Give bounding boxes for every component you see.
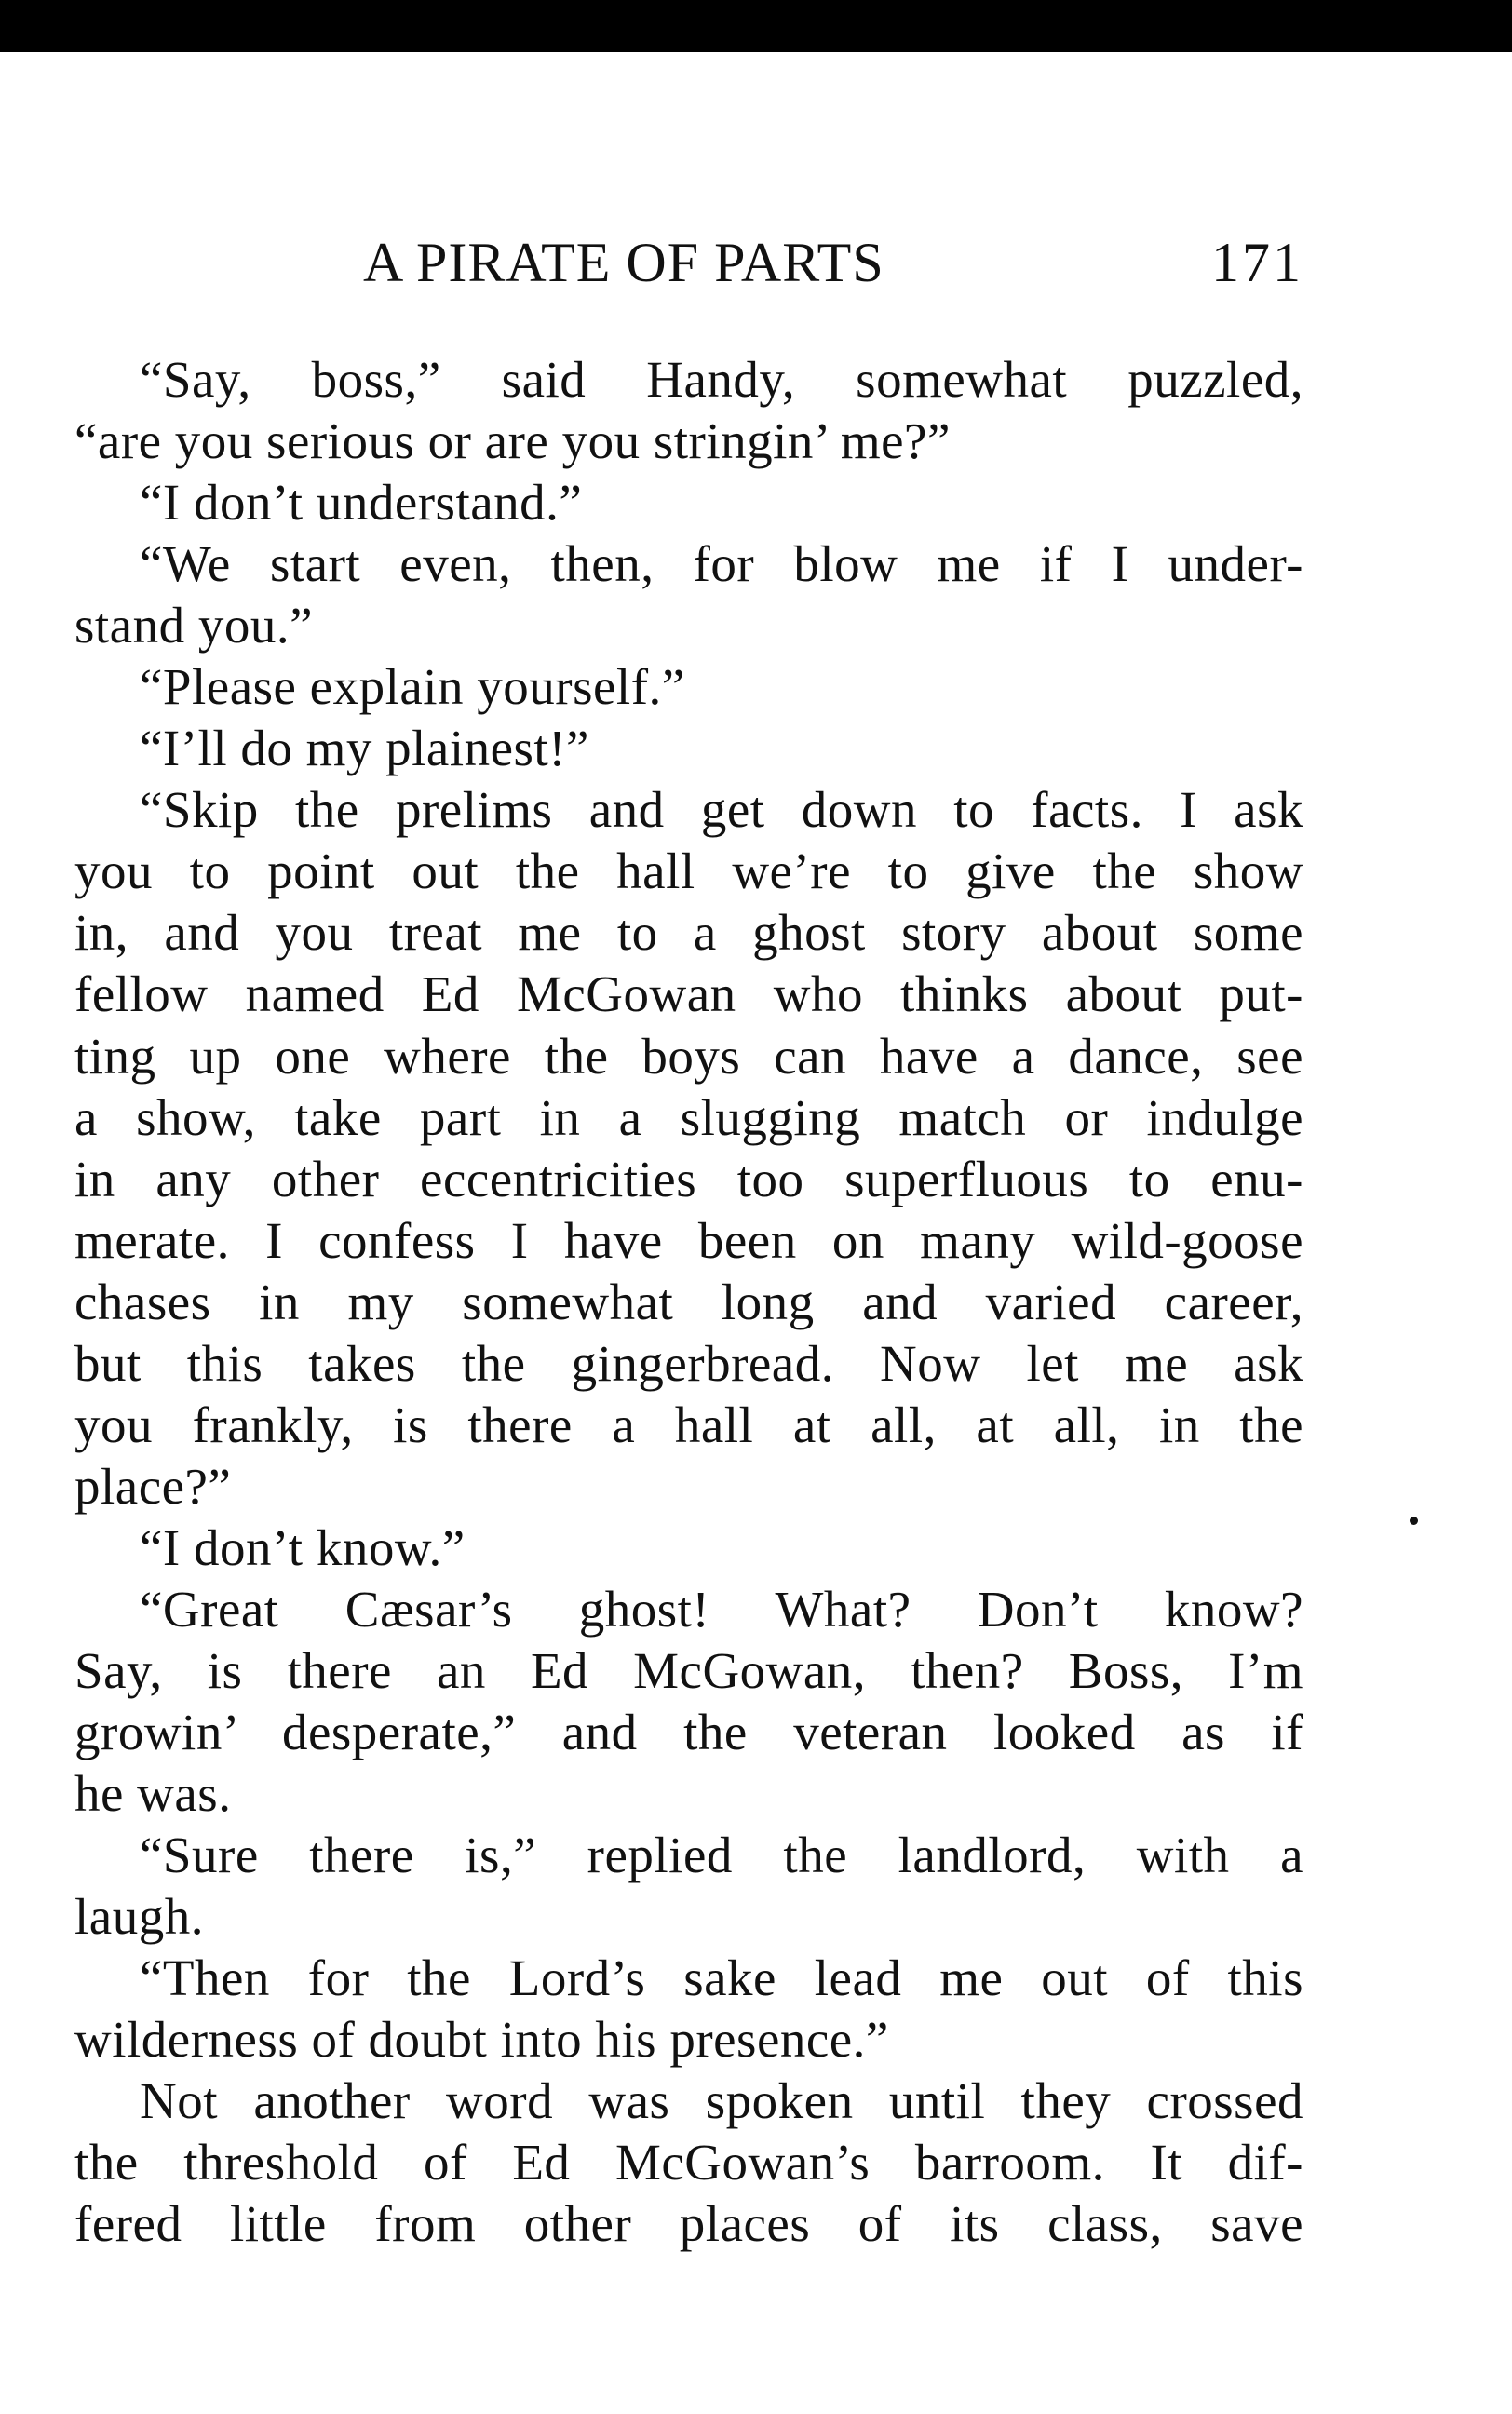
text-line: “are you serious or are you stringin’ me?” — [74, 412, 951, 470]
text-line: merate. I confess I have been on many wild-goose — [74, 1211, 1303, 1269]
text-line: chases in my somewhat long and varied career, — [74, 1273, 1303, 1330]
text-line: laugh. — [74, 1888, 204, 1946]
running-title: A PIRATE OF PARTS — [363, 232, 884, 293]
text-line: “Sure there is,” replied the landlord, with a — [140, 1827, 1303, 1884]
text-line: fellow named Ed McGowan who thinks about put- — [74, 965, 1303, 1023]
text-line: the threshold of Ed McGowan’s barroom. It dif- — [74, 2134, 1303, 2191]
text-line: you frankly, is there a hall at all, at all, in the — [74, 1396, 1303, 1453]
text-line: stand you.” — [74, 597, 314, 654]
text-line: “I don’t know.” — [140, 1518, 466, 1576]
text-line: “I don’t understand.” — [140, 474, 583, 532]
text-line: growin’ desperate,” and the veteran looked as if — [74, 1704, 1303, 1761]
text-line: wilderness of doubt into his presence.” — [74, 2011, 889, 2069]
text-line: a show, take part in a slugging match or indulge — [74, 1088, 1303, 1146]
text-line: in, and you treat me to a ghost story about some — [74, 904, 1303, 962]
text-line: “Say, boss,” said Handy, somewhat puzzled, — [140, 351, 1303, 408]
text-line: “I’ll do my plainest!” — [140, 720, 589, 777]
text-line: you to point out the hall we’re to give the show — [74, 843, 1303, 900]
text-line: place?” — [74, 1457, 232, 1515]
text-line: in any other eccentricities too superfluous to enu- — [74, 1150, 1303, 1207]
text-line: but this takes the gingerbread. Now let me ask — [74, 1334, 1303, 1392]
text-line: Say, is there an Ed McGowan, then? Boss, I’m — [74, 1641, 1303, 1699]
text-line: “Skip the prelims and get down to facts. I ask — [140, 781, 1303, 839]
text-line: he was. — [74, 1765, 232, 1823]
text-line: “Then for the Lord’s sake lead me out of this — [140, 1949, 1303, 2007]
text-line: “Great Cæsar’s ghost! What? Don’t know? — [140, 1580, 1303, 1638]
running-head — [74, 225, 1303, 300]
ink-speck — [1410, 1517, 1418, 1525]
text-line: fered little from other places of its class, save — [74, 2195, 1303, 2253]
page-number: 171 — [1211, 232, 1303, 293]
text-line: “Please explain yourself.” — [140, 658, 685, 716]
body-text — [74, 349, 1303, 2255]
text-line: “We start even, then, for blow me if I under- — [140, 535, 1303, 593]
text-line: Not another word was spoken until they crossed — [140, 2072, 1303, 2130]
page-top-edge — [0, 0, 1512, 52]
text-line: ting up one where the boys can have a dance, see — [74, 1027, 1303, 1085]
